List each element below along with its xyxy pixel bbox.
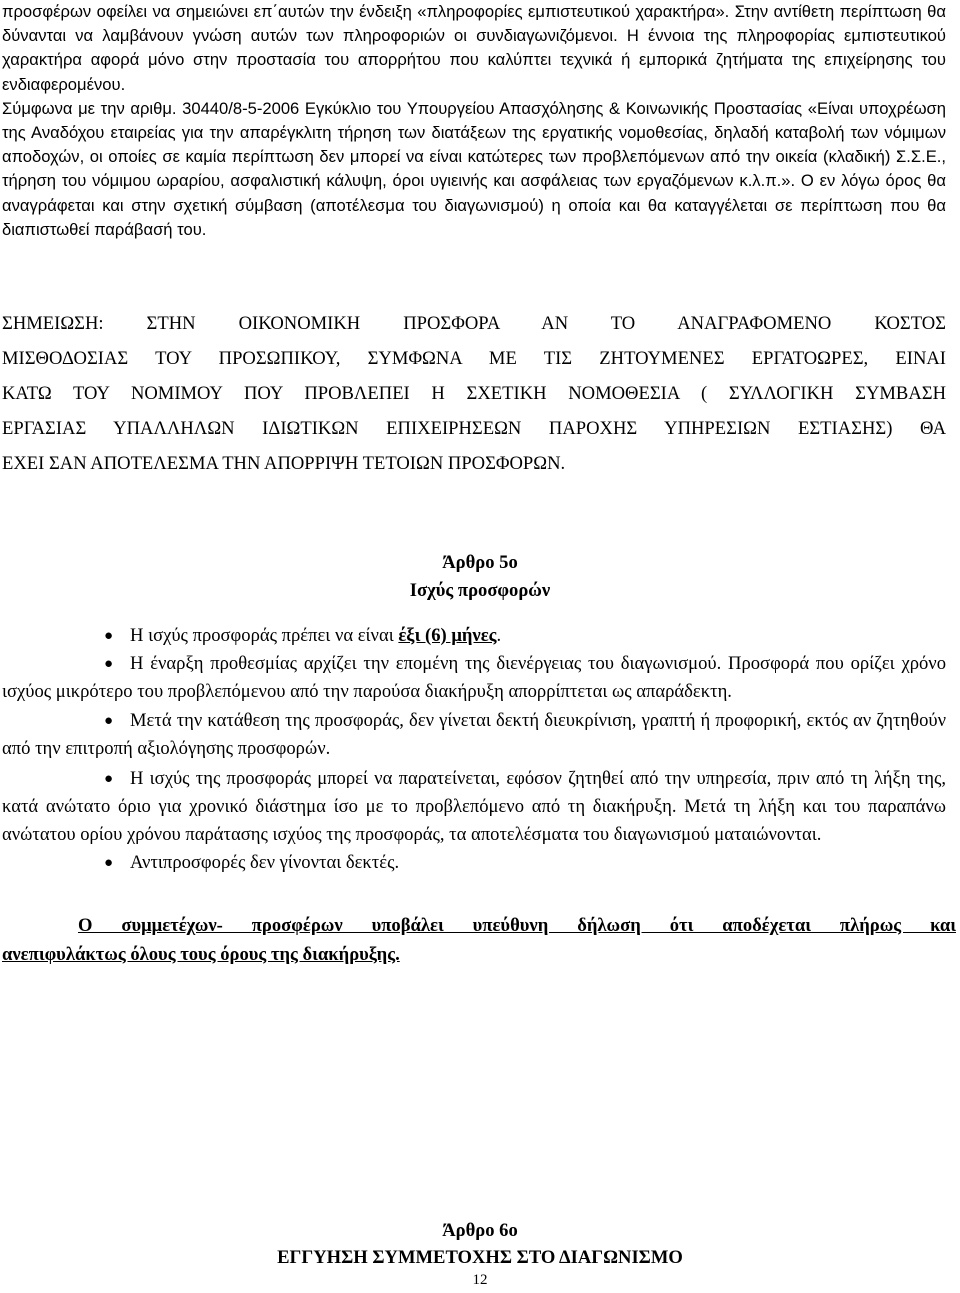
list-item-text: Η ισχύς της προσφοράς μπορεί να παρατείνεται, εφόσον ζητηθεί από την υπηρεσία, πριν από τη λήξη της, κατά ανώτατο όριο για χρονικό διάστημα ίσο με το προβλεπόμενο από τη διακήρυξη. Μετά τη λήξη και του παραπάνω ανώτατου ορίου χρόνου παράτασης ισχύος της προσφοράς, τα αποτελέσματα του διαγωνισμού ματαιώνονται. [2, 768, 946, 845]
page-number: 12 [472, 1272, 488, 1288]
list-item-text: Μετά την κατάθεση της προσφοράς, δεν γίνεται δεκτή διευκρίνιση, γραπτή ή προφορική, εκτός αν ζητηθούν από την επιτροπή αξιολόγησης προσφορών. [2, 710, 946, 759]
declaration-line: ανεπιφυλάκτως όλους τους όρους της διακήρυξης. [2, 944, 400, 965]
offer-validity-list [2, 622, 946, 877]
note-line: ΚΑΤΩ ΤΟΥ ΝΟΜΙΜΟΥ ΠΟΥ ΠΡΟΒΛΕΠΕΙ Η ΣΧΕΤΙΚΗ ΝΟΜΟΘΕΣΙΑ ( ΣΥΛΛΟΓΙΚΗ ΣΥΜΒΑΣΗ [2, 383, 946, 404]
intro-section [2, 0, 946, 242]
list-item-text: Η έναρξη προθεσμίας αρχίζει την επομένη της διενέργειας του διαγωνισμού. Προσφορά που ορίζει χρόνο ισχύος μικρότερο του προβλεπόμενου από την παρούσα διακήρυξη απορρίπτεται ως απαράδεκτη. [2, 653, 946, 702]
article-title: ΕΓΓΥΗΣΗ ΣΥΜΜΕΤΟΧΗΣ ΣΤΟ ΔΙΑΓΩΝΙΣΜΟ [277, 1247, 683, 1268]
list-item [2, 765, 946, 849]
list-item [2, 849, 946, 877]
list-item-text: Η ισχύς προσφοράς πρέπει να είναι [130, 625, 399, 646]
list-item-end: . [496, 625, 502, 646]
list-item [2, 707, 946, 763]
bullet-icon: ● [104, 855, 114, 871]
list-item [2, 622, 946, 650]
bullet-icon: ● [104, 656, 114, 672]
note-line: ΣΗΜΕΙΩΣΗ: ΣΤΗΝ ΟΙΚΟΝΟΜΙΚΗ ΠΡΟΣΦΟΡΑ ΑΝ ΤΟ ΑΝΑΓΡΑΦΟΜΕΝΟ ΚΟΣΤΟΣ [2, 313, 946, 334]
bullet-icon: ● [104, 771, 114, 787]
note-line: ΕΡΓΑΣΙΑΣ ΥΠΑΛΛΗΛΩΝ ΙΔΙΩΤΙΚΩΝ ΕΠΙΧΕΙΡΗΣΕΩΝ ΠΑΡΟΧΗΣ ΥΠΗΡΕΣΙΩΝ ΕΣΤΙΑΣΗΣ) ΘΑ [2, 418, 946, 439]
article-5-heading [0, 549, 960, 605]
confidentiality-paragraph: προσφέρων οφείλει να σημειώνει επ΄αυτών την ένδειξη «πληροφορίες εμπιστευτικού χαρακτήρα». Στην αντίθετη περίπτωση θα δύνανται να λαμβάνουν γνώση αυτών των πληροφοριών οι συνδιαγωνιζόμενοι. Η έννοια της πληροφορίας εμπιστευτικού χαρακτήρα αφορά μόνο στην προστασία του απορρήτου που καλύπτει τεχνικά ή εμπορικά ζητήματα της επιχείρησης του ενδιαφερομένου. [2, 2, 946, 94]
article-number: Άρθρο 6ο [442, 1220, 518, 1241]
labour-law-paragraph: Σύμφωνα με την αριθμ. 30440/8-5-2006 Εγκύκλιο του Υπουργείου Απασχόλησης & Κοινωνικής Προστασίας «Είναι υποχρέωση της Αναδόχου εταιρείας για την απαρέγκλιτη τήρηση των διατάξεων της εργατικής νομοθεσίας, δηλαδή καταβολή των νόμιμων αποδοχών, οι οποίες σε καμία περίπτωση δεν μπορεί να είναι κατώτερες των προβλεπόμενων από την οικεία (κλαδική) Σ.Σ.Ε., τήρηση του νόμιμου ωραρίου, ασφαλιστική κάλυψη, όροι υγιεινής και ασφάλειας των εργαζόμενων κ.λ.π.». Ο εν λόγω όρος θα αναγράφεται και στην σχετική σύμβαση (αποτέλεσμα του διαγωνισμού) η οποία και θα καταγγέλεται σε περίπτωση που θα διαπιστωθεί παράβασή του. [2, 98, 946, 239]
bullet-icon: ● [104, 628, 114, 644]
note-line: ΕΧΕΙ ΣΑΝ ΑΠΟΤΕΛΕΣΜΑ ΤΗΝ ΑΠΟΡΡΙΨΗ ΤΕΤΟΙΩΝ ΠΡΟΣΦΟΡΩΝ. [2, 453, 566, 474]
validity-period: έξι (6) μήνες [398, 625, 497, 646]
article-6-heading [0, 1217, 960, 1271]
article-number: Άρθρο 5ο [442, 552, 518, 573]
bullet-icon: ● [104, 713, 114, 729]
article-title: Ισχύς προσφορών [409, 580, 551, 601]
declaration-line: Ο συμμετέχων- προσφέρων υποβάλει υπεύθυνη δήλωση ότι αποδέχεται πλήρως και [78, 915, 956, 936]
list-item [2, 650, 946, 706]
financial-offer-note [2, 306, 946, 481]
list-item-text: Αντιπροσφορές δεν γίνονται δεκτές. [130, 852, 400, 873]
note-line: ΜΙΣΘΟΔΟΣΙΑΣ ΤΟΥ ΠΡΟΣΩΠΙΚΟΥ, ΣΥΜΦΩΝΑ ΜΕ ΤΙΣ ΖΗΤΟΥΜΕΝΕΣ ΕΡΓΑΤΟΩΡΕΣ, ΕΙΝΑΙ [2, 348, 946, 369]
responsible-declaration [2, 911, 956, 969]
